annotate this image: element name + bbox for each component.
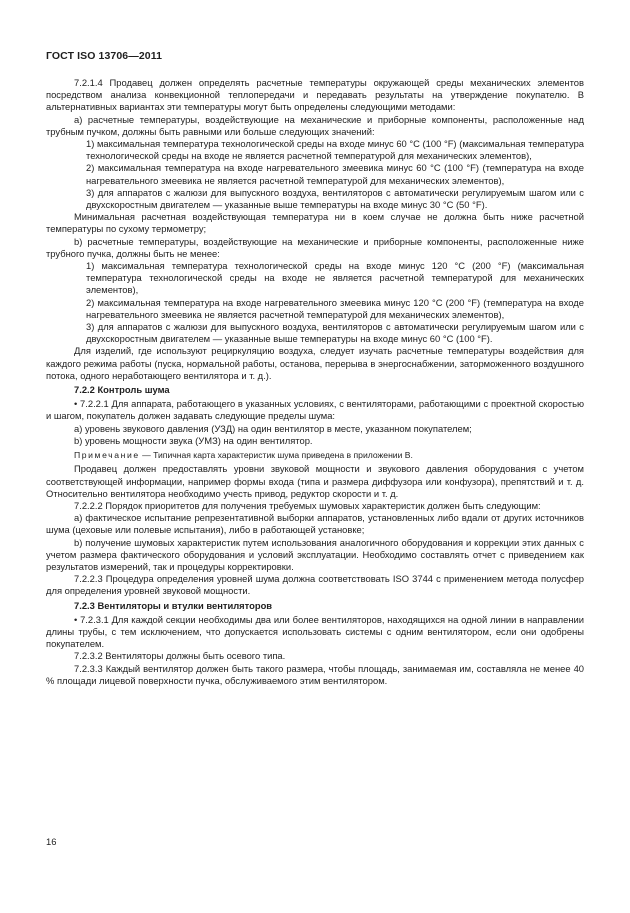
document-header: ГОСТ ISO 13706—2011 [46, 50, 163, 62]
paragraph: b) получение шумовых характеристик путем использования аналогичного оборудования и коррекции этих данных с учетом размера фактического оборудования и условий эксплуатации. Необходимо составлять отчет с приведением как результатов измерений, так и процедуры корректировки. [46, 536, 584, 572]
note [74, 449, 584, 461]
section-heading: 7.2.2 Контроль шума [74, 384, 170, 396]
paragraph: • 7.2.3.1 Для каждой секции необходимы два или более вентиляторов, находящихся на одной линии в направлении длины трубы, с тем исключением, что допускается использовать системы с одним вентилятором, если они одобрены покупателем. [46, 613, 584, 650]
paragraph: Минимальная расчетная воздействующая температура ни в коем случае не должна быть ниже расчетной температуры по сухому термометру; [46, 211, 584, 235]
paragraph: 7.2.3.3 Каждый вентилятор должен быть такого размера, чтобы площадь, занимаемая им, составляла не менее 40 % площади лицевой поверхности пучка, обслуживаемого этим вентилятором. [46, 662, 584, 686]
document-body [46, 77, 584, 687]
list-item: 1) максимальная температура технологической среды на входе минус 60 °C (100 °F) (максимальная температура технологической среды на входе не является расчетной температурой для механических элементов), [86, 138, 584, 162]
page-number: 16 [46, 836, 57, 847]
list-item: 3) для аппаратов с жалюзи для выпускного воздуха, вентиляторов с автоматически регулируемым шагом или с двухскоростным двигателем — указанные выше температуры на входе минус 60 °C (100 °F). [86, 321, 584, 345]
note-label: Примечание [74, 450, 140, 461]
paragraph: a) уровень звукового давления (УЗД) на один вентилятор в месте, указанном покупателем; [74, 422, 472, 434]
paragraph: b) уровень мощности звука (УМЗ) на один вентилятор. [74, 434, 313, 446]
paragraph: b) расчетные температуры, воздействующие на механические и приборные компоненты, расположенные ниже трубного пучка, должны быть не менее: [46, 235, 584, 259]
paragraph: 7.2.1.4 Продавец должен определять расчетные температуры окружающей среды механических элементов посредством анализа конвекционной теплопередачи и передавать результаты на утверждение покупателю. В альтернативных вариантах эти температуры могут быть определены следующими методами: [46, 77, 584, 113]
paragraph: Продавец должен предоставлять уровни звуковой мощности и звукового давления оборудования с учетом соответствующей информации, например формы входа (типа и размера диффузора или конфузора), препятствий и т. д. Относительно вентилятора необходимо учесть привод, редуктор скорости и т. д. [46, 463, 584, 499]
paragraph: a) фактическое испытание репрезентативной выборки аппаратов, установленных либо вдали от других источников шума (цеховые или полевые испытания), либо в работающей установке; [46, 512, 584, 536]
paragraph: • 7.2.2.1 Для аппарата, работающего в указанных условиях, с вентиляторами, работающими с проектной скоростью и шагом, покупатель должен задавать следующие пределы шума: [46, 398, 584, 422]
paragraph: 7.2.3.2 Вентиляторы должны быть осевого типа. [74, 650, 286, 662]
paragraph: Для изделий, где используют рециркуляцию воздуха, следует изучать расчетные температуры воздействия для каждого режима работы (пуска, нормальной работы, останова, перерыва в энергоснабжении, заторможенного воздушного потока, одного неработающего вентилятора и т. д.). [46, 345, 584, 381]
paragraph: 7.2.2.3 Процедура определения уровней шума должна соответствовать ISO 3744 с применением метода полусфер для определения уровней звуковой мощности. [46, 573, 584, 597]
list-item: 2) максимальная температура на входе нагревательного змеевика минус 120 °C (200 °F) (температура на входе нагревательного змеевика не является расчетной температурой для механических элементов), [86, 296, 584, 320]
note-text: — Типичная карта характеристик шума приведена в приложении B. [139, 450, 413, 461]
list-item: 3) для аппаратов с жалюзи для выпускного воздуха, вентиляторов с автоматически регулируемым шагом или с двухскоростным двигателем — указанные выше температуры на входе минус 30 °C (50 °F). [86, 186, 584, 211]
section-heading: 7.2.3 Вентиляторы и втулки вентиляторов [74, 599, 273, 611]
list-item: 2) максимальная температура на входе нагревательного змеевика минус 60 °C (100 °F) (температура на входе нагревательного змеевика не является расчетной температурой для механических элементов), [86, 162, 584, 186]
paragraph: 7.2.2.2 Порядок приоритетов для получения требуемых шумовых характеристик должен быть следующим: [74, 499, 541, 511]
list-item: 1) максимальная температура технологической среды на входе минус 120 °C (200 °F) (максимальная температура технологической среды на входе не является расчетной температурой для механических элементов), [86, 260, 584, 296]
paragraph: a) расчетные температуры, воздействующие на механические и приборные компоненты, расположенные над трубным пучком, должны быть равными или больше следующих значений: [46, 113, 584, 137]
